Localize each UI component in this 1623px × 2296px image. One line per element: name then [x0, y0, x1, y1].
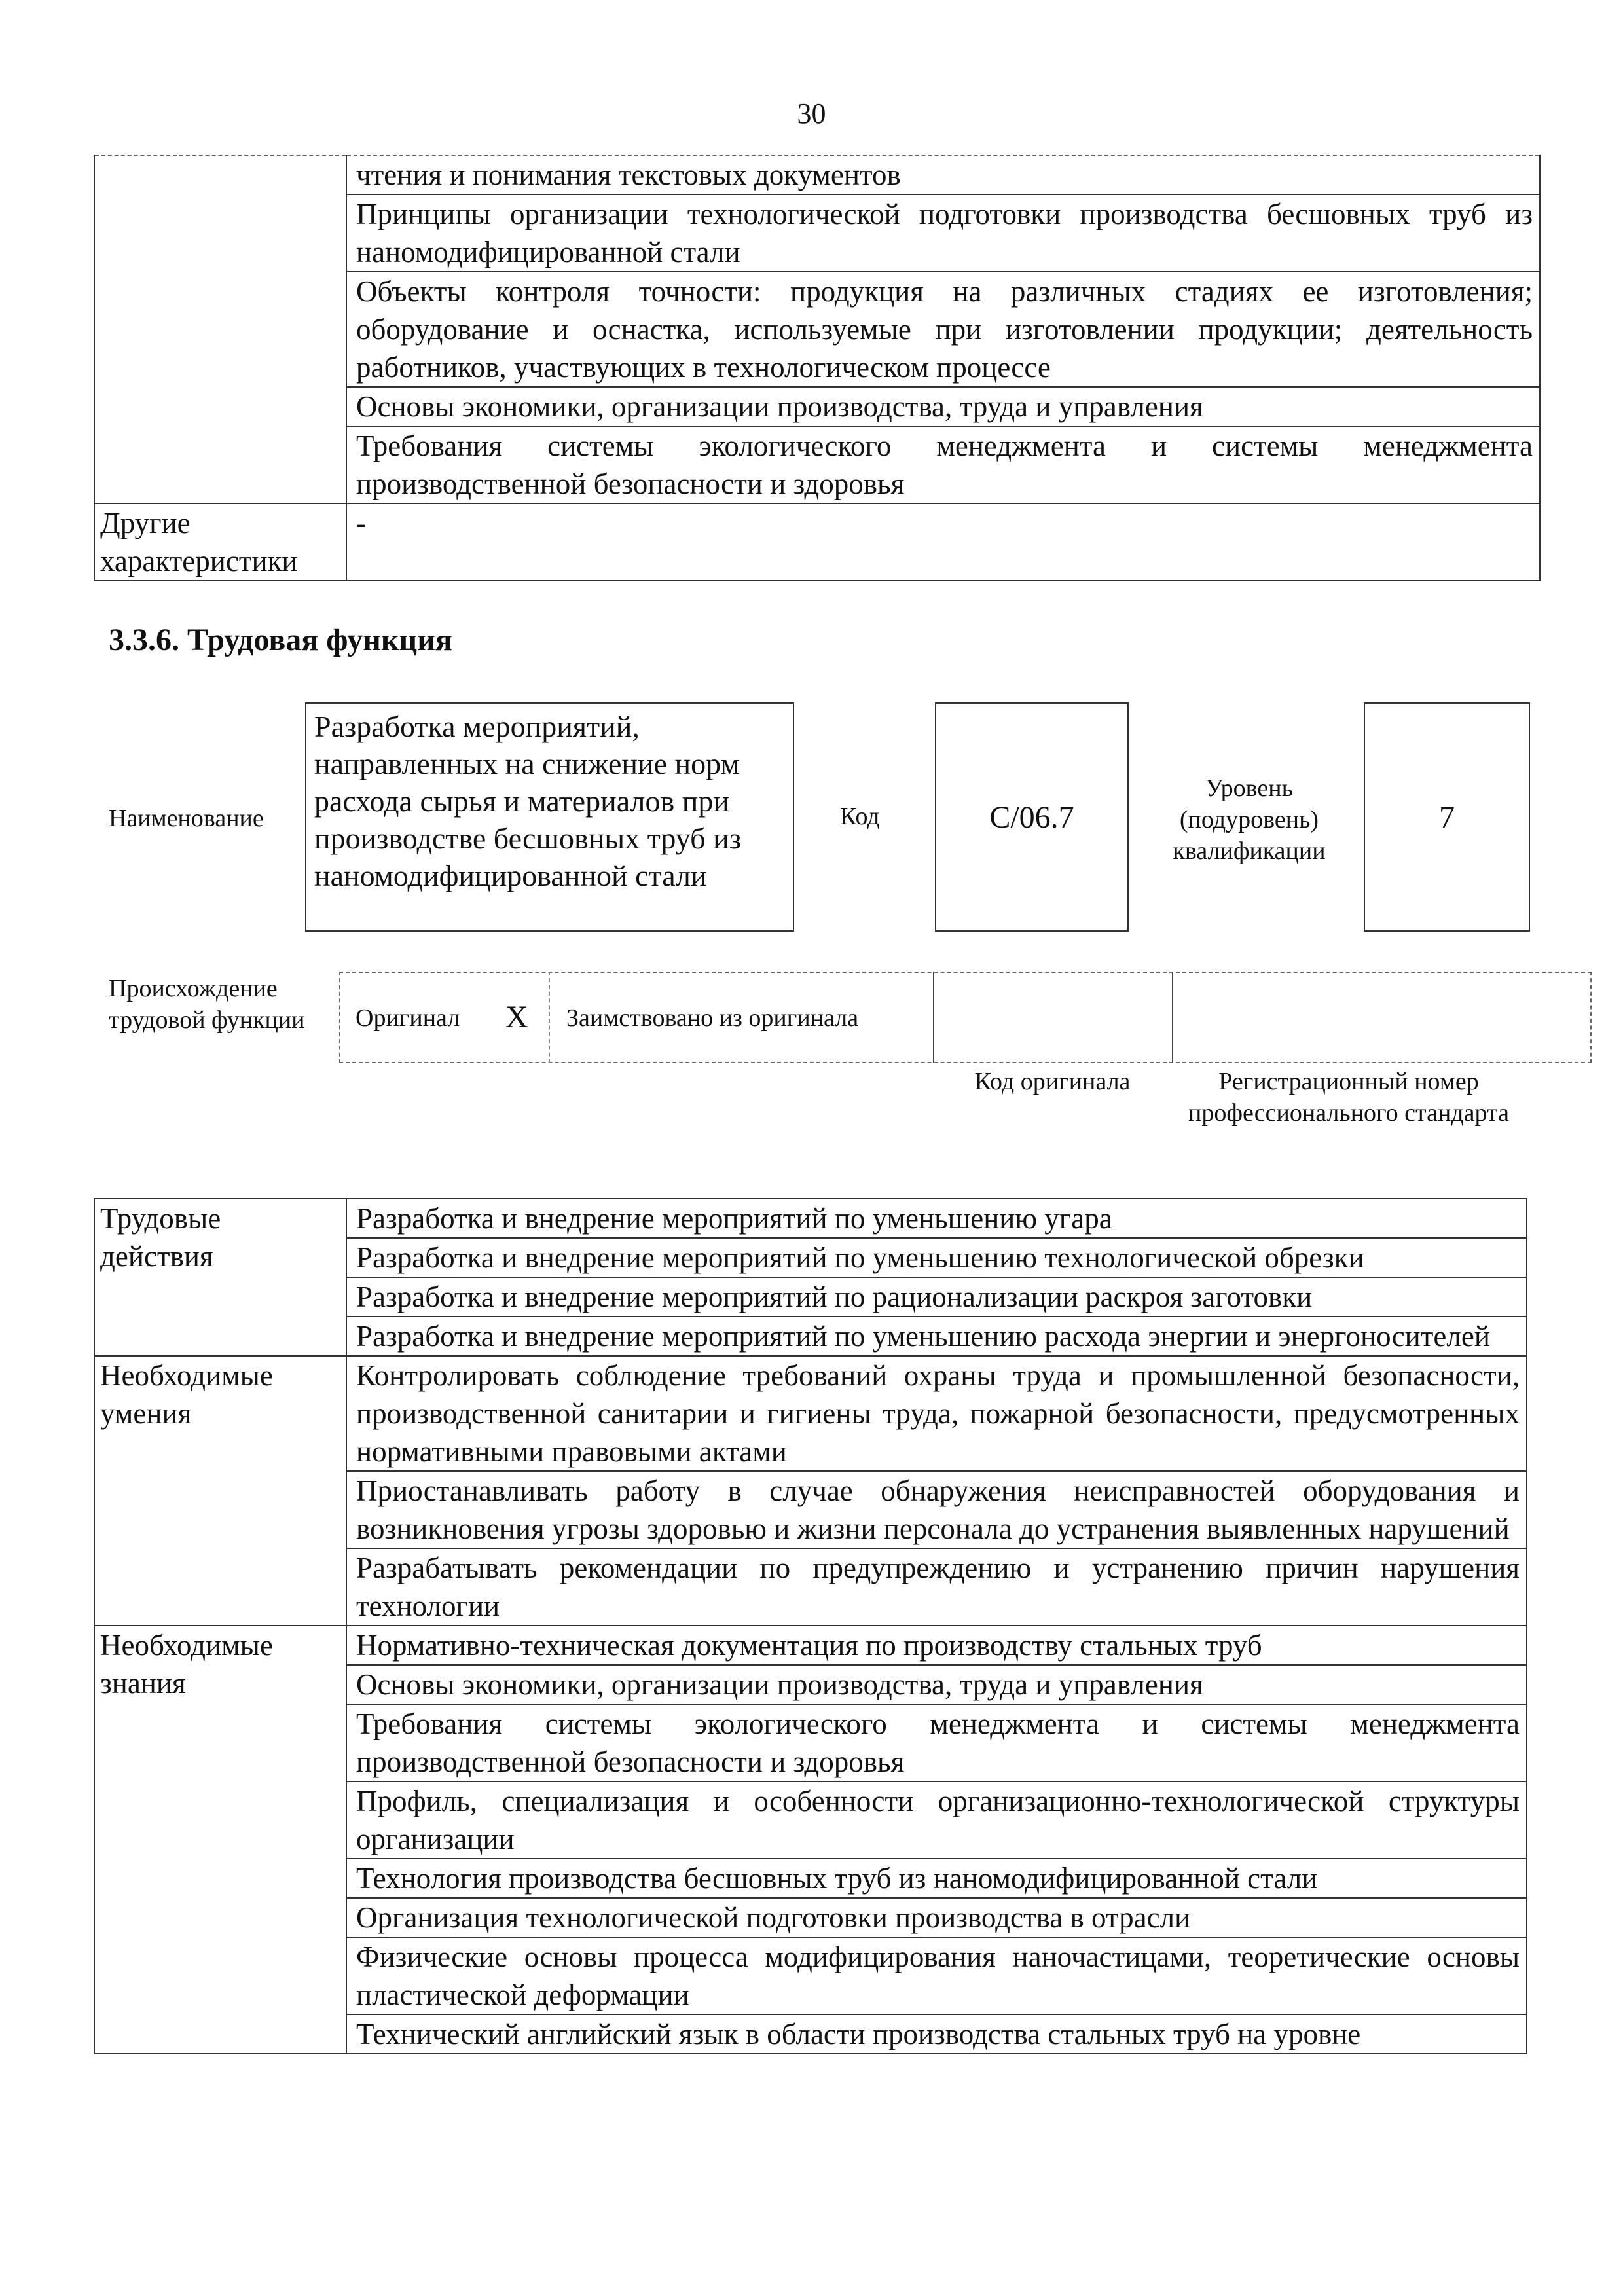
table-row: Технический английский язык в области производства стальных труб на уровне — [346, 2014, 1527, 2054]
table-row: Основы экономики, организации производства, труда и управления — [346, 387, 1540, 426]
labor-function-table — [94, 1198, 1527, 2054]
code-label: Код — [840, 803, 880, 830]
knowledge-label: Необходимые знания — [94, 1626, 346, 2054]
table-row: Требования системы экологического менеджмента и системы менеджмента производственной безопасности и здоровья — [346, 1704, 1527, 1781]
function-name-box: Разработка мероприятий, направленных на снижение норм расхода сырья и материалов при производстве бесшовных труб из наномодифицированной стали — [305, 702, 794, 932]
level-label: Уровень (подуровень) квалификации — [1173, 774, 1326, 865]
table-row: Разработка и внедрение мероприятий по уменьшению угара — [346, 1199, 1527, 1238]
other-characteristics-label: Другие характеристики — [94, 503, 346, 581]
labor-actions-label: Трудовые действия — [94, 1199, 346, 1356]
empty-label-cell — [94, 155, 346, 503]
code-value-box — [935, 702, 1129, 932]
level-value-box — [1364, 702, 1530, 932]
table-row: Физические основы процесса модифицирования наночастицами, теоретические основы пластической деформации — [346, 1937, 1527, 2014]
original-mark: X — [505, 1000, 528, 1034]
table-row: Приостанавливать работу в случае обнаружения неисправностей оборудования и возникновения угрозы здоровью и жизни персонала до устранения выявленных нарушений — [346, 1471, 1527, 1548]
table-row: Разработка и внедрение мероприятий по уменьшению технологической обрезки — [346, 1238, 1527, 1277]
table-row: Разработка и внедрение мероприятий по уменьшению расхода энергии и энергоносителей — [346, 1317, 1527, 1356]
table-row: Разработка и внедрение мероприятий по рационализации раскроя заготовки — [346, 1277, 1527, 1317]
code-original-caption: Код оригинала — [974, 1068, 1131, 1095]
name-label: Наименование — [109, 805, 264, 832]
table-row: Организация технологической подготовки производства в отрасли — [346, 1898, 1527, 1937]
table-row: Профиль, специализация и особенности организационно-технологической структуры организации — [346, 1781, 1527, 1859]
table-row: Основы экономики, организации производства, труда и управления — [346, 1665, 1527, 1704]
page-number: 30 — [797, 98, 826, 130]
code-original-divider-right — [1172, 972, 1173, 1063]
table-row: Контролировать соблюдение требований охраны труда и промышленной безопасности, производственной санитарии и гигиены труда, пожарной безопасности, предусмотренных нормативными правовыми актами — [346, 1356, 1527, 1471]
original-label: Оригинал — [356, 1004, 460, 1032]
level-value: 7 — [1439, 799, 1455, 835]
table-row: Нормативно-техническая документация по производству стальных труб — [346, 1626, 1527, 1665]
table-row: Объекты контроля точности: продукция на различных стадиях ее изготовления; оборудование и оснастка, используемые при изготовлении продукции; деятельность работников, участвующих в технологическом процессе — [346, 272, 1540, 387]
table-row: Разрабатывать рекомендации по предупреждению и устранению причин нарушения технологии — [346, 1548, 1527, 1626]
table-row: Технология производства бесшовных труб из наномодифицированной стали — [346, 1859, 1527, 1898]
code-value: C/06.7 — [989, 799, 1074, 835]
continuation-table — [94, 155, 1541, 581]
section-heading: 3.3.6. Трудовая функция — [109, 623, 452, 657]
skills-label: Необходимые умения — [94, 1356, 346, 1626]
table-row: Требования системы экологического менеджмента и системы менеджмента производственной безопасности и здоровья — [346, 426, 1540, 503]
table-row: чтения и понимания текстовых документов — [346, 155, 1540, 194]
origin-divider — [549, 972, 550, 1063]
reg-number-caption: Регистрационный номер профессионального стандарта — [1188, 1068, 1509, 1127]
other-characteristics-value: - — [346, 503, 1540, 581]
borrowed-label: Заимствовано из оригинала — [566, 1004, 859, 1032]
table-row: Принципы организации технологической подготовки производства бесшовных труб из наномодифицированной стали — [346, 194, 1540, 272]
code-original-divider-left — [933, 972, 934, 1063]
origin-label: Происхождение трудовой функции — [109, 975, 305, 1034]
